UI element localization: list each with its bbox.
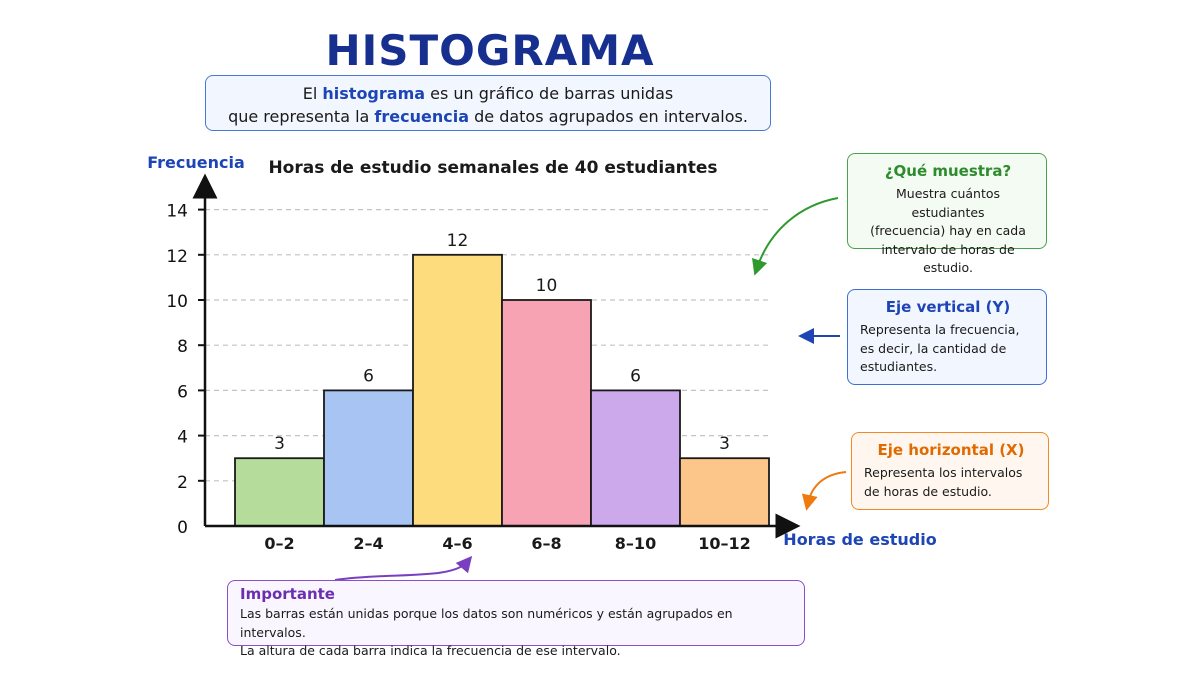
y-tick-label: 6: [177, 382, 188, 403]
callout-eje-vertical-text: Representa la frecuencia, es decir, la cantidad de estudiantes.: [860, 322, 1020, 374]
page-title: HISTOGRAMA: [325, 26, 655, 75]
callout-que-muestra: [847, 153, 1047, 275]
y-tick-label: 12: [166, 246, 188, 267]
callout-que-muestra-text: Muestra cuántos estudiantes (frecuencia) hay en cada intervalo de horas de estudio.: [870, 186, 1026, 275]
bar-value-label: 12: [446, 230, 469, 251]
keyword-histograma: histograma: [322, 84, 426, 103]
histogram-bar: [235, 458, 324, 526]
y-tick-labels: [166, 202, 188, 538]
histogram-bar: [502, 300, 591, 526]
callout-eje-horizontal-title: Eje horizontal (X): [877, 441, 1025, 459]
x-tick-label: 8–10: [614, 534, 657, 553]
keyword-frecuencia: frecuencia: [374, 107, 470, 126]
y-tick-label: 10: [166, 292, 188, 312]
bar-value-label: 6: [363, 366, 374, 387]
y-axis-label: Frecuencia: [147, 153, 245, 172]
callout-importante-text: Las barras están unidas porque los datos son numéricos y están agrupados en intervalos. La altura de cada barra indica la frecuencia de ese intervalo.: [240, 606, 733, 658]
callout-eje-vertical: [847, 289, 1047, 385]
y-tick-label: 14: [166, 201, 188, 222]
callout-eje-horizontal-text: Representa los intervalos de horas de estudio.: [864, 465, 1023, 499]
green-arrow-icon: [757, 198, 838, 268]
bar-value-label: 3: [719, 434, 730, 455]
callout-que-muestra-title: ¿Qué muestra?: [884, 162, 1012, 180]
histogram-bar: [591, 390, 680, 526]
bar-value-label: 3: [274, 434, 285, 455]
purple-arrow-icon: [335, 562, 467, 580]
callout-importante-title: Importante: [240, 585, 335, 603]
callout-eje-vertical-title: Eje vertical (Y): [885, 298, 1011, 316]
histogram-bar: [324, 390, 413, 526]
orange-arrow-icon: [808, 472, 846, 503]
bar-value-label: 6: [630, 366, 641, 387]
definition-line-1: El histograma es un gráfico de barras unidas: [302, 84, 674, 103]
callout-importante: [227, 580, 805, 658]
y-tick-label: 4: [177, 427, 188, 448]
histogram-bar: [680, 458, 769, 526]
x-tick-label: 10–12: [698, 534, 751, 553]
x-axis-label: Horas de estudio: [783, 530, 937, 549]
bar-value-label: 10: [535, 276, 558, 296]
callout-eje-horizontal: [851, 432, 1049, 510]
x-tick-label: 6–8: [531, 534, 562, 553]
y-tick-label: 8: [177, 337, 188, 358]
y-tick-label: 0: [177, 518, 188, 538]
x-tick-label: 2–4: [353, 534, 384, 553]
y-tick-label: 2: [177, 472, 188, 493]
x-tick-label: 0–2: [264, 534, 295, 553]
definition-line-2: que representa la frecuencia de datos agrupados en intervalos.: [228, 107, 748, 126]
histogram-bar: [413, 255, 502, 526]
chart-title: Horas de estudio semanales de 40 estudiantes: [268, 158, 718, 178]
x-tick-labels: [264, 534, 750, 553]
x-tick-label: 4–6: [442, 534, 473, 553]
